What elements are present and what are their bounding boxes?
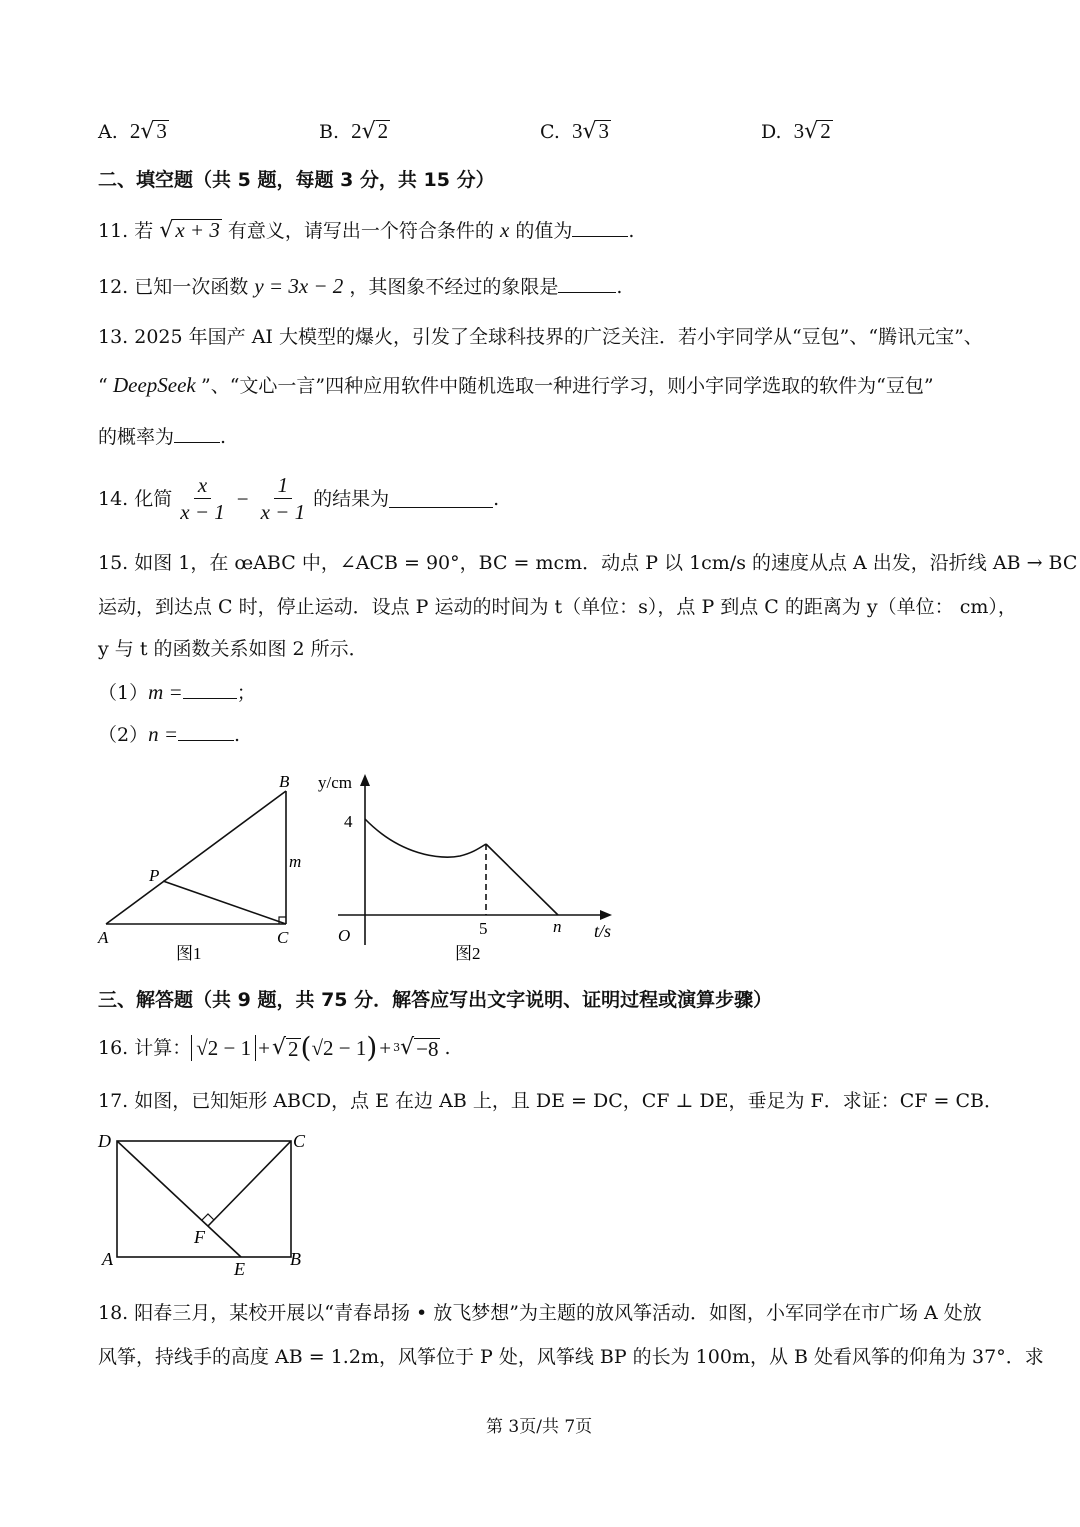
question-15-part-1: （1）m = ； [98, 680, 256, 704]
segment-de [117, 1141, 241, 1257]
graph-curve [365, 819, 486, 857]
answer-blank-14 [389, 489, 493, 508]
answer-blank-15-1 [183, 680, 237, 699]
fig3-label-c: C [293, 1131, 306, 1151]
q10-option-b: B. 2√2 [319, 119, 389, 144]
fig2-x-tick: 5 [479, 919, 488, 938]
fig2-x-end: n [553, 917, 562, 936]
section-3-heading: 三、解答题（共 9 题，共 75 分．解答应写出文字说明、证明过程或演算步骤） [98, 989, 773, 1011]
page-footer: 第 3页/共 7页 [486, 1417, 593, 1437]
fig1-caption: 图1 [176, 944, 202, 963]
question-15-part-2: （2）n = . [98, 722, 241, 746]
question-13-line-1: 13. 2025 年国产 AI 大模型的爆火，引发了全球科技界的广泛关注．若小宇同学从“豆包”、“腾讯元宝”、 [98, 326, 983, 348]
segment-pc [163, 881, 286, 924]
segment-ab [106, 791, 286, 924]
fig3-label-b: B [290, 1249, 301, 1269]
question-12: 12. 已知一次函数 y = 3x − 2 ，其图象不经过的象限是 . [98, 274, 623, 298]
question-18-line-2: 风筝，持线手的高度 AB = 1.2m，风筝位于 P 处，风筝线 BP 的长为 100m，从 B 处看风筝的仰角为 37°．求 [98, 1346, 1044, 1368]
figure-1-triangle [106, 791, 286, 924]
right-angle-mark-f [202, 1214, 214, 1220]
question-15-line-1: 15. 如图 1，在 œABC 中，∠ACB = 90°，BC = mcm．动点 P 以 1cm/s 的速度从点 A 出发，沿折线 AB → BC [98, 552, 1078, 574]
fig1-label-b: B [279, 772, 290, 791]
answer-blank-12 [558, 274, 616, 293]
fig2-y-tick: 4 [344, 812, 353, 831]
y-axis-arrow [360, 774, 370, 786]
x-axis-arrow [600, 910, 612, 920]
fig2-xlabel: t/s [594, 921, 612, 941]
answer-blank-11 [572, 218, 628, 237]
section-2-heading: 二、填空题（共 5 题，每题 3 分，共 15 分） [98, 169, 495, 191]
question-15-line-2: 运动，到达点 C 时，停止运动．设点 P 运动的时间为 t（单位：s），点 P 到点 C 的距离为 y（单位： cm）， [98, 596, 1017, 618]
fig2-ylabel: y/cm [318, 773, 352, 792]
q10-option-c: C. 3√3 [540, 119, 609, 144]
question-13-line-3: 的概率为 . [98, 426, 227, 448]
fig3-label-e: E [234, 1259, 245, 1279]
question-13-line-2: “ DeepSeek ”、“文心一言”四种应用软件中随机选取一种进行学习，则小宇同学选取的软件为“豆包” [98, 373, 934, 397]
figure-2-graph [338, 774, 612, 945]
question-17: 17. 如图，已知矩形 ABCD，点 E 在边 AB 上，且 DE = DC，CF ⊥ DE，垂足为 F．求证：CF = CB． [98, 1090, 1003, 1112]
fig2-caption: 图2 [455, 944, 481, 963]
question-14: 14. 化简 $\frac{x}{x - 1}$ − $\frac{1}{x - 1}$ 的结果为 . [98, 473, 500, 524]
fig2-origin: O [338, 926, 351, 945]
fig1-label-a: A [98, 928, 109, 947]
figure-3-rectangle [90, 1125, 330, 1285]
question-15-line-3: y 与 t 的函数关系如图 2 所示． [98, 638, 368, 660]
figures-1-2 [0, 760, 1080, 970]
fraction-1: $\frac{x}{x - 1}$ [180, 473, 225, 524]
question-11: 11. 若 √x + 3 有意义，请写出一个符合条件的 x 的值为 . [98, 218, 635, 243]
absolute-value: √2 − 1 [191, 1035, 256, 1061]
answer-blank-15-2 [178, 722, 234, 741]
question-18-line-1: 18. 阳春三月，某校开展以“青春昂扬 • 放飞梦想”为主题的放风筝活动．如图，小军同学在市广场 A 处放 [98, 1302, 982, 1324]
segment-cf [208, 1141, 291, 1226]
q10-option-d: D. 3√2 [761, 119, 831, 144]
fig3-label-f: F [194, 1227, 205, 1247]
fig1-label-p: P [149, 866, 160, 885]
fig1-label-c: C [277, 928, 289, 947]
fraction-2: $\frac{1}{x - 1}$ [260, 473, 306, 524]
fig3-label-a: A [102, 1249, 113, 1269]
fig3-label-d: D [98, 1131, 111, 1151]
question-16: 16. 计算： √2 − 1 + √ 2 ( √2 − 1 ) + 3 √ −8 . [98, 1031, 451, 1064]
graph-line-segment [486, 844, 558, 915]
fig1-label-m: m [289, 852, 302, 871]
q10-option-a: A. 2√3 [98, 119, 167, 144]
answer-blank-13 [174, 424, 220, 443]
